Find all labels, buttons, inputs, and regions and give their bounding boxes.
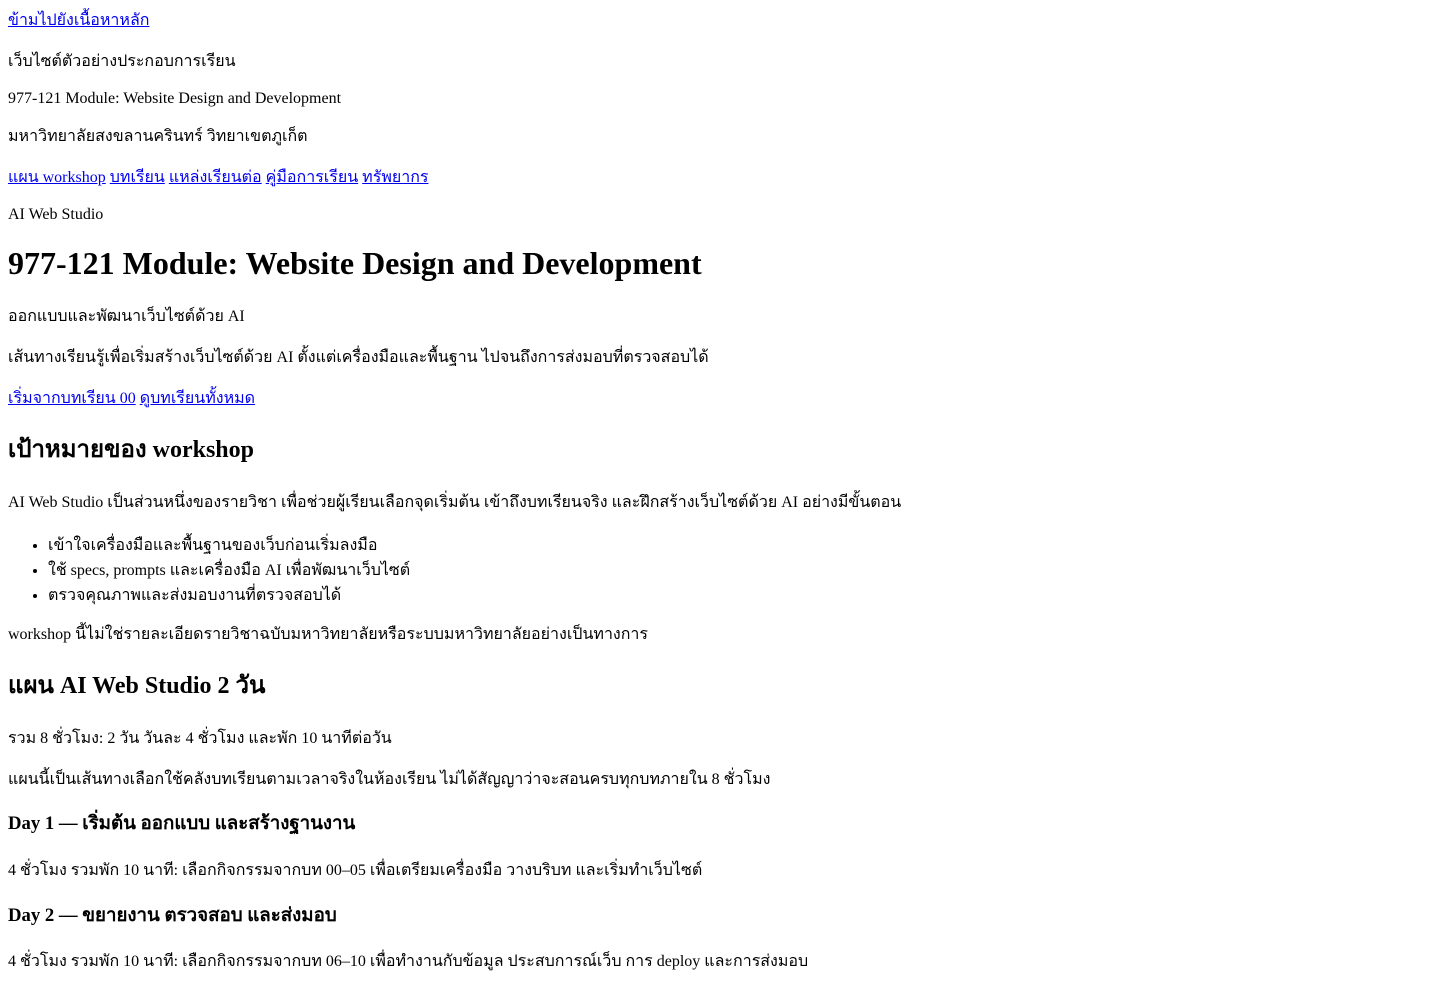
list-item: • ใช้ specs, prompts และเครื่องมือ AI เพื่อพัฒนาเว็บไซต์ bbox=[48, 558, 410, 583]
plan-disclaimer: แผนนี้เป็นเส้นทางเลือกใช้คลังบทเรียนตามเวลาจริงในห้องเรียน ไม่ได้สัญญาว่าจะสอนครบทุกบทภายใน 8 ชั่วโมง bbox=[8, 771, 771, 788]
goals-heading: เป้าหมายของ workshop bbox=[8, 437, 254, 463]
nav-item-further-resources[interactable]: แหล่งเรียนต่อ bbox=[168, 169, 262, 186]
nav-item-study-guide[interactable]: คู่มือการเรียน bbox=[265, 169, 359, 186]
nav-item-workshop-plan[interactable]: แผน workshop bbox=[8, 169, 106, 186]
hero-lead: เส้นทางเรียนรู้เพื่อเริ่มสร้างเว็บไซต์ด้วย AI ตั้งแต่เครื่องมือและพื้นฐาน ไปจนถึงการส่งมอบที่ตรวจสอบได้ bbox=[8, 349, 709, 366]
page-title: 977-121 Module: Website Design and Development bbox=[8, 245, 702, 281]
goals-note: workshop นี้ไม่ใช่รายละเอียดรายวิชาฉบับมหาวิทยาลัยหรือระบบมหาวิทยาลัยอย่างเป็นทางการ bbox=[8, 626, 648, 643]
day1-description: 4 ชั่วโมง รวมพัก 10 นาที: เลือกกิจกรรมจากบท 00–05 เพื่อเตรียมเครื่องมือ วางบริบท และเริ่มทำเว็บไซต์ bbox=[8, 862, 703, 879]
plan-summary: รวม 8 ชั่วโมง: 2 วัน วันละ 4 ชั่วโมง และพัก 10 นาทีต่อวัน bbox=[8, 730, 392, 747]
plan-heading: แผน AI Web Studio 2 วัน bbox=[8, 673, 266, 699]
list-item: • เข้าใจเครื่องมือและพื้นฐานของเว็บก่อนเริ่มลงมือ bbox=[48, 533, 410, 558]
hero-subtitle: ออกแบบและพัฒนาเว็บไซต์ด้วย AI bbox=[8, 308, 245, 325]
view-all-lessons-link[interactable]: ดูบทเรียนทั้งหมด bbox=[139, 390, 256, 407]
list-item: • ตรวจคุณภาพและส่งมอบงานที่ตรวจสอบได้ bbox=[48, 583, 410, 608]
university-name: มหาวิทยาลัยสงขลานครินทร์ วิทยาเขตภูเก็ต bbox=[8, 128, 308, 145]
day2-heading: Day 2 — ขยายงาน ตรวจสอบ และส่งมอบ bbox=[8, 905, 337, 926]
goals-list bbox=[8, 533, 410, 608]
start-lesson-00-link[interactable]: เริ่มจากบทเรียน 00 bbox=[8, 390, 136, 407]
day1-heading: Day 1 — เริ่มต้น ออกแบบ และสร้างฐานงาน bbox=[8, 813, 356, 834]
day2-description: 4 ชั่วโมง รวมพัก 10 นาที: เลือกกิจกรรมจากบท 06–10 เพื่อทำงานกับข้อมูล ประสบการณ์เว็บ การ deploy และการส่งมอบ bbox=[8, 953, 809, 970]
course-name: 977-121 Module: Website Design and Development bbox=[8, 90, 342, 107]
hero-actions bbox=[8, 388, 255, 410]
nav-item-lessons[interactable]: บทเรียน bbox=[109, 169, 165, 186]
skip-to-content-link[interactable]: ข้ามไปยังเนื้อหาหลัก bbox=[8, 12, 150, 29]
main-nav bbox=[8, 167, 429, 189]
site-name: เว็บไซต์ตัวอย่างประกอบการเรียน bbox=[8, 53, 236, 70]
brand-label: AI Web Studio bbox=[8, 206, 104, 223]
goals-intro: AI Web Studio เป็นส่วนหนึ่งของรายวิชา เพื่อช่วยผู้เรียนเลือกจุดเริ่มต้น เข้าถึงบทเรียนจริง และฝึกสร้างเว็บไซต์ด้วย AI อย่างมีขั้นตอน bbox=[8, 494, 902, 511]
nav-item-assets[interactable]: ทรัพยากร bbox=[362, 169, 429, 186]
